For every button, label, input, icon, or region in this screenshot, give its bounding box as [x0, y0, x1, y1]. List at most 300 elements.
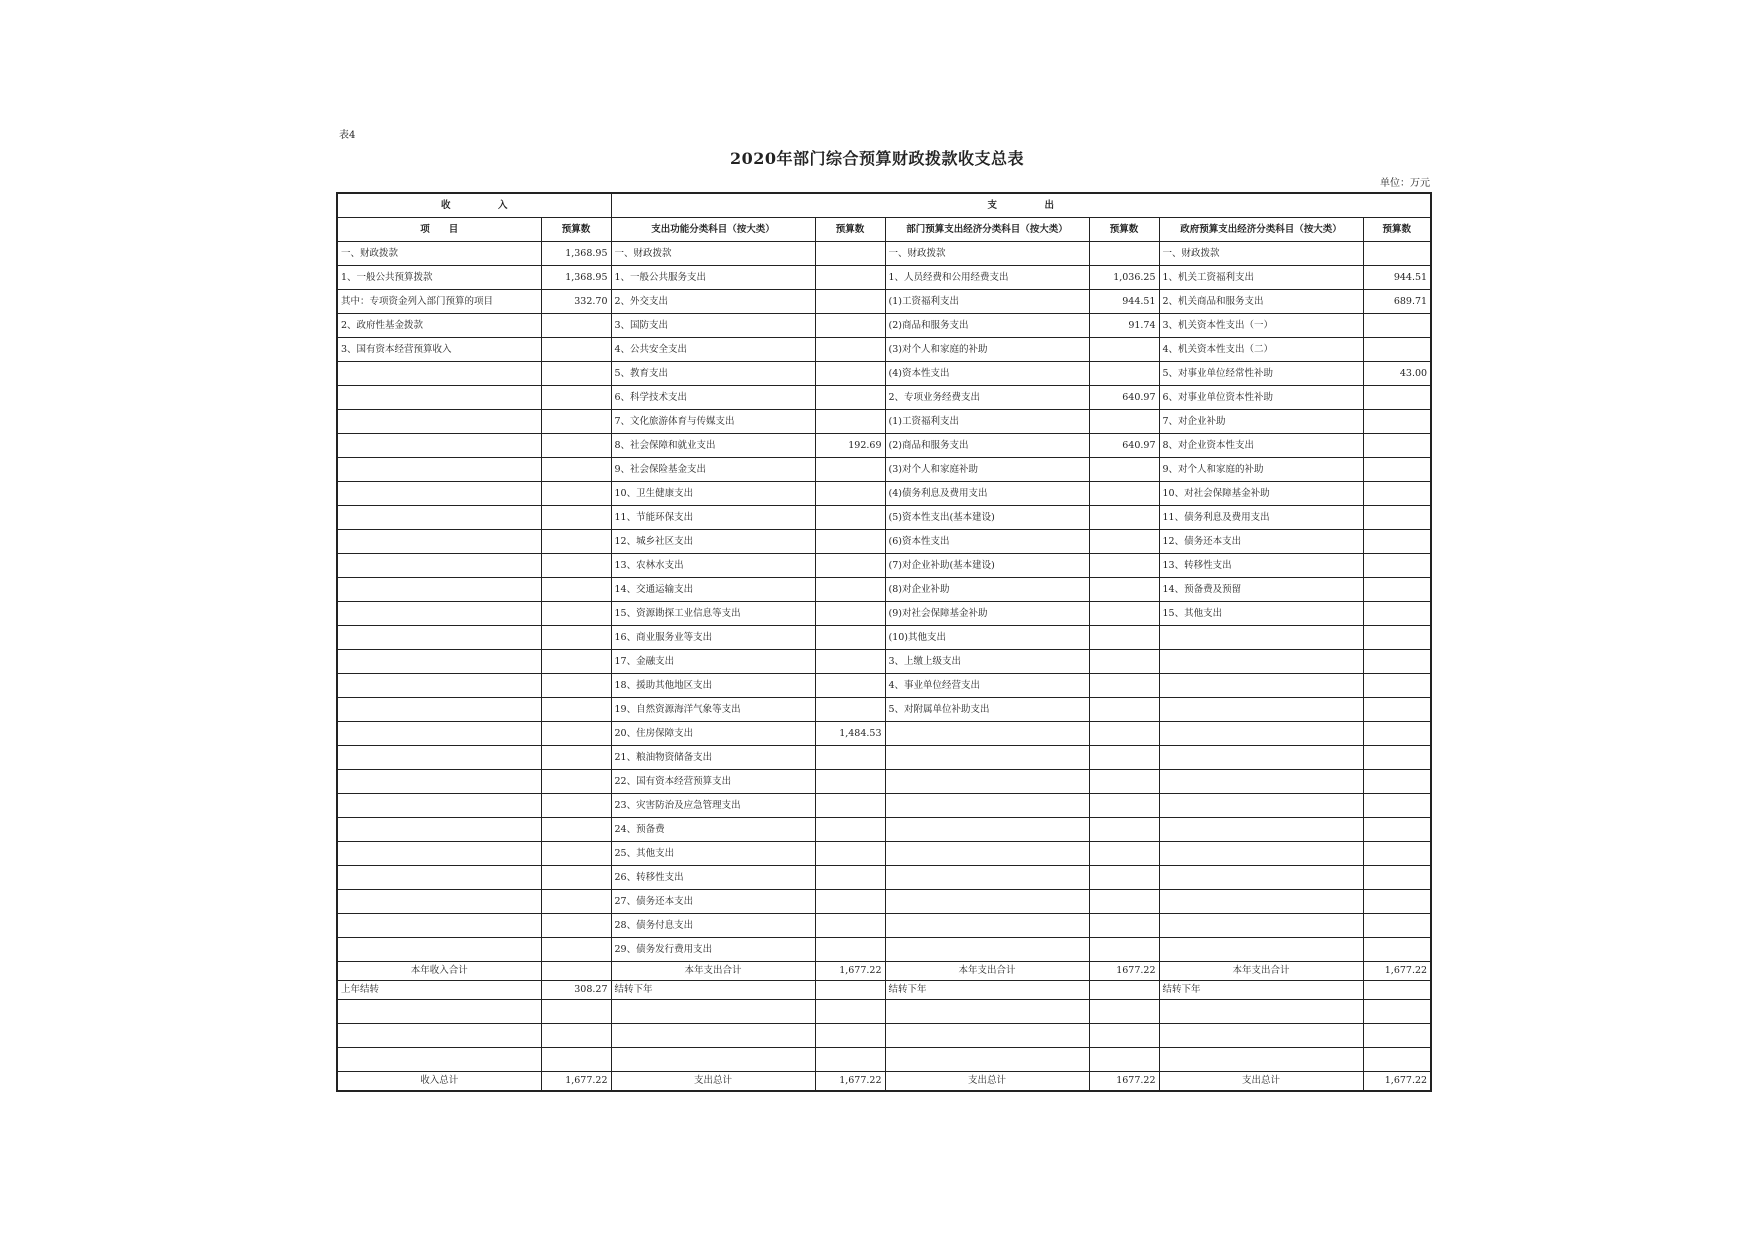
income-budget-cell: 1,368.95 [541, 266, 611, 290]
func-budget-cell [815, 242, 885, 266]
year-total-row [337, 962, 1431, 981]
dept-budget-cell [1089, 674, 1159, 698]
gov-budget-cell [1363, 650, 1431, 674]
func-item-cell: 27、债务还本支出 [611, 890, 815, 914]
table-row [337, 554, 1431, 578]
dept-budget-cell [1089, 746, 1159, 770]
gov-item-cell: 3、机关资本性支出（一） [1159, 314, 1363, 338]
year-total-func-label: 本年支出合计 [611, 962, 815, 981]
dept-budget-cell: 1,036.25 [1089, 266, 1159, 290]
col-budget-header: 预算数 [1363, 218, 1431, 242]
dept-budget-cell [1089, 482, 1159, 506]
table-row [337, 506, 1431, 530]
dept-budget-cell [1089, 602, 1159, 626]
unit-label: 单位：万元 [1380, 178, 1430, 189]
dept-item-cell [885, 722, 1089, 746]
table-row [337, 626, 1431, 650]
carry-income-value: 308.27 [541, 981, 611, 1000]
dept-budget-cell [1089, 362, 1159, 386]
dept-budget-cell [1089, 338, 1159, 362]
table-row [337, 770, 1431, 794]
income-budget-cell [541, 770, 611, 794]
dept-item-cell [885, 938, 1089, 962]
dept-item-cell: (4)债务利息及费用支出 [885, 482, 1089, 506]
table-row [337, 458, 1431, 482]
dept-item-cell: (3)对个人和家庭的补助 [885, 338, 1089, 362]
func-budget-cell [815, 482, 885, 506]
func-budget-cell [815, 410, 885, 434]
blank-row [337, 1048, 1431, 1072]
dept-item-cell: (2)商品和服务支出 [885, 314, 1089, 338]
col-item-header: 项 目 [337, 218, 541, 242]
income-budget-cell [541, 314, 611, 338]
dept-budget-cell [1089, 698, 1159, 722]
table-row [337, 938, 1431, 962]
gov-budget-cell [1363, 242, 1431, 266]
func-budget-cell [815, 554, 885, 578]
gov-item-cell: 14、预备费及预留 [1159, 578, 1363, 602]
header-row-1 [337, 193, 1431, 218]
dept-budget-cell [1089, 530, 1159, 554]
year-total-income-value [541, 962, 611, 981]
carry-dept-value [1089, 981, 1159, 1000]
table-row [337, 722, 1431, 746]
gov-budget-cell [1363, 554, 1431, 578]
income-item-cell [337, 362, 541, 386]
func-budget-cell [815, 842, 885, 866]
income-item-cell [337, 794, 541, 818]
dept-budget-cell [1089, 506, 1159, 530]
table-row [337, 866, 1431, 890]
income-item-cell [337, 722, 541, 746]
gov-item-cell [1159, 770, 1363, 794]
gov-budget-cell [1363, 698, 1431, 722]
func-item-cell: 20、住房保障支出 [611, 722, 815, 746]
dept-item-cell: (2)商品和服务支出 [885, 434, 1089, 458]
func-item-cell: 6、科学技术支出 [611, 386, 815, 410]
dept-item-cell: (10)其他支出 [885, 626, 1089, 650]
dept-item-cell [885, 866, 1089, 890]
table-row [337, 818, 1431, 842]
income-budget-cell [541, 410, 611, 434]
table-row [337, 914, 1431, 938]
income-item-cell [337, 554, 541, 578]
gov-budget-cell [1363, 578, 1431, 602]
income-budget-cell: 1,368.95 [541, 242, 611, 266]
income-item-cell [337, 674, 541, 698]
carry-func-value [815, 981, 885, 1000]
dept-item-cell: 1、人员经费和公用经费支出 [885, 266, 1089, 290]
func-budget-cell [815, 506, 885, 530]
func-item-cell: 14、交通运输支出 [611, 578, 815, 602]
dept-budget-cell: 944.51 [1089, 290, 1159, 314]
income-budget-cell [541, 482, 611, 506]
func-budget-cell: 192.69 [815, 434, 885, 458]
gov-budget-cell [1363, 746, 1431, 770]
func-item-cell: 10、卫生健康支出 [611, 482, 815, 506]
func-budget-cell [815, 818, 885, 842]
income-budget-cell [541, 866, 611, 890]
gov-budget-cell [1363, 338, 1431, 362]
income-item-cell [337, 578, 541, 602]
func-budget-cell [815, 674, 885, 698]
dept-budget-cell: 640.97 [1089, 386, 1159, 410]
income-budget-cell [541, 722, 611, 746]
table-row [337, 698, 1431, 722]
func-budget-cell [815, 338, 885, 362]
income-item-cell [337, 842, 541, 866]
income-item-cell [337, 914, 541, 938]
income-item-cell: 一、财政拨款 [337, 242, 541, 266]
func-budget-cell [815, 938, 885, 962]
table-row [337, 674, 1431, 698]
gov-budget-cell [1363, 482, 1431, 506]
func-item-cell: 2、外交支出 [611, 290, 815, 314]
dept-item-cell: (1)工资福利支出 [885, 410, 1089, 434]
gov-budget-cell: 689.71 [1363, 290, 1431, 314]
func-budget-cell [815, 362, 885, 386]
func-item-cell: 5、教育支出 [611, 362, 815, 386]
dept-item-cell: (6)资本性支出 [885, 530, 1089, 554]
gov-budget-cell: 944.51 [1363, 266, 1431, 290]
grand-total-gov-value: 1,677.22 [1363, 1072, 1431, 1092]
grand-total-income-value: 1,677.22 [541, 1072, 611, 1092]
dept-budget-cell [1089, 554, 1159, 578]
income-budget-cell [541, 554, 611, 578]
gov-item-cell: 7、对企业补助 [1159, 410, 1363, 434]
dept-budget-cell [1089, 410, 1159, 434]
table-row [337, 746, 1431, 770]
year-total-func-value: 1,677.22 [815, 962, 885, 981]
page-title: 2020年部门综合预算财政拨款收支总表 [729, 149, 1025, 168]
gov-item-cell: 12、债务还本支出 [1159, 530, 1363, 554]
func-item-cell: 25、其他支出 [611, 842, 815, 866]
year-total-income-label: 本年收入合计 [337, 962, 541, 981]
func-budget-cell [815, 890, 885, 914]
income-item-cell [337, 506, 541, 530]
gov-item-cell: 1、机关工资福利支出 [1159, 266, 1363, 290]
func-item-cell: 1、一般公共服务支出 [611, 266, 815, 290]
gov-budget-cell [1363, 674, 1431, 698]
gov-budget-cell [1363, 314, 1431, 338]
grand-total-dept-value: 1677.22 [1089, 1072, 1159, 1092]
gov-item-cell [1159, 914, 1363, 938]
income-item-cell [337, 698, 541, 722]
gov-item-cell [1159, 866, 1363, 890]
gov-item-cell [1159, 674, 1363, 698]
gov-budget-cell [1363, 794, 1431, 818]
budget-table [336, 192, 1432, 1092]
income-item-cell: 3、国有资本经营预算收入 [337, 338, 541, 362]
income-item-cell [337, 530, 541, 554]
dept-item-cell: (3)对个人和家庭补助 [885, 458, 1089, 482]
func-item-cell: 16、商业服务业等支出 [611, 626, 815, 650]
func-item-cell: 23、灾害防治及应急管理支出 [611, 794, 815, 818]
func-budget-cell [815, 794, 885, 818]
blank-row [337, 1024, 1431, 1048]
gov-item-cell: 11、债务利息及费用支出 [1159, 506, 1363, 530]
grand-total-func-value: 1,677.22 [815, 1072, 885, 1092]
dept-item-cell [885, 794, 1089, 818]
income-item-cell [337, 650, 541, 674]
gov-budget-cell [1363, 458, 1431, 482]
func-item-cell: 8、社会保障和就业支出 [611, 434, 815, 458]
dept-budget-cell [1089, 722, 1159, 746]
income-budget-cell [541, 434, 611, 458]
func-item-cell: 3、国防支出 [611, 314, 815, 338]
income-item-cell [337, 890, 541, 914]
gov-budget-cell [1363, 506, 1431, 530]
func-budget-cell [815, 746, 885, 770]
dept-budget-cell [1089, 938, 1159, 962]
table-row [337, 386, 1431, 410]
dept-item-cell [885, 818, 1089, 842]
gov-budget-cell [1363, 914, 1431, 938]
gov-item-cell: 一、财政拨款 [1159, 242, 1363, 266]
col-gov-econ-header: 政府预算支出经济分类科目（按大类） [1159, 218, 1363, 242]
col-budget-header: 预算数 [1089, 218, 1159, 242]
gov-budget-cell [1363, 602, 1431, 626]
func-budget-cell [815, 266, 885, 290]
func-budget-cell [815, 314, 885, 338]
dept-item-cell [885, 770, 1089, 794]
dept-budget-cell [1089, 794, 1159, 818]
gov-item-cell: 10、对社会保障基金补助 [1159, 482, 1363, 506]
table-row [337, 794, 1431, 818]
gov-item-cell: 15、其他支出 [1159, 602, 1363, 626]
dept-item-cell [885, 890, 1089, 914]
func-item-cell: 9、社会保险基金支出 [611, 458, 815, 482]
income-budget-cell [541, 386, 611, 410]
dept-item-cell: (9)对社会保障基金补助 [885, 602, 1089, 626]
table-row [337, 434, 1431, 458]
income-budget-cell [541, 338, 611, 362]
dept-budget-cell [1089, 818, 1159, 842]
table-row [337, 602, 1431, 626]
income-budget-cell: 332.70 [541, 290, 611, 314]
income-item-cell [337, 434, 541, 458]
carry-dept-label: 结转下年 [885, 981, 1089, 1000]
table-row [337, 530, 1431, 554]
dept-item-cell [885, 842, 1089, 866]
income-budget-cell [541, 746, 611, 770]
gov-item-cell: 6、对事业单位资本性补助 [1159, 386, 1363, 410]
table-row [337, 338, 1431, 362]
dept-budget-cell: 91.74 [1089, 314, 1159, 338]
func-item-cell: 28、债务付息支出 [611, 914, 815, 938]
func-item-cell: 21、粮油物资储备支出 [611, 746, 815, 770]
year-total-gov-value: 1,677.22 [1363, 962, 1431, 981]
income-item-cell [337, 386, 541, 410]
income-budget-cell [541, 794, 611, 818]
dept-item-cell [885, 914, 1089, 938]
carry-gov-label: 结转下年 [1159, 981, 1363, 1000]
table-row [337, 362, 1431, 386]
func-budget-cell [815, 386, 885, 410]
dept-budget-cell [1089, 890, 1159, 914]
income-item-cell [337, 482, 541, 506]
func-item-cell: 17、金融支出 [611, 650, 815, 674]
year-total-dept-label: 本年支出合计 [885, 962, 1089, 981]
expense-header: 支 出 [611, 193, 1431, 218]
func-item-cell: 19、自然资源海洋气象等支出 [611, 698, 815, 722]
gov-item-cell [1159, 746, 1363, 770]
dept-budget-cell [1089, 914, 1159, 938]
income-item-cell [337, 626, 541, 650]
income-budget-cell [541, 674, 611, 698]
func-item-cell: 18、援助其他地区支出 [611, 674, 815, 698]
dept-item-cell: 4、事业单位经营支出 [885, 674, 1089, 698]
func-budget-cell [815, 914, 885, 938]
gov-budget-cell [1363, 434, 1431, 458]
func-budget-cell: 1,484.53 [815, 722, 885, 746]
gov-item-cell [1159, 794, 1363, 818]
dept-item-cell: 5、对附属单位补助支出 [885, 698, 1089, 722]
gov-budget-cell [1363, 410, 1431, 434]
gov-item-cell: 8、对企业资本性支出 [1159, 434, 1363, 458]
dept-budget-cell [1089, 770, 1159, 794]
func-budget-cell [815, 602, 885, 626]
income-budget-cell [541, 938, 611, 962]
gov-item-cell: 4、机关资本性支出（二） [1159, 338, 1363, 362]
income-item-cell [337, 770, 541, 794]
table-row [337, 650, 1431, 674]
dept-budget-cell [1089, 842, 1159, 866]
income-budget-cell [541, 530, 611, 554]
income-budget-cell [541, 578, 611, 602]
func-item-cell: 一、财政拨款 [611, 242, 815, 266]
income-item-cell [337, 746, 541, 770]
gov-budget-cell [1363, 386, 1431, 410]
gov-budget-cell [1363, 770, 1431, 794]
col-dept-econ-header: 部门预算支出经济分类科目（按大类） [885, 218, 1089, 242]
income-budget-cell [541, 458, 611, 482]
func-budget-cell [815, 866, 885, 890]
income-budget-cell [541, 890, 611, 914]
table-row [337, 314, 1431, 338]
carry-row [337, 981, 1431, 1000]
gov-item-cell [1159, 698, 1363, 722]
grand-total-func-label: 支出总计 [611, 1072, 815, 1092]
dept-budget-cell [1089, 866, 1159, 890]
col-budget-header: 预算数 [541, 218, 611, 242]
gov-budget-cell [1363, 866, 1431, 890]
table-row [337, 266, 1431, 290]
carry-gov-value [1363, 981, 1431, 1000]
func-item-cell: 7、文化旅游体育与传媒支出 [611, 410, 815, 434]
income-item-cell [337, 818, 541, 842]
header-row-2 [337, 218, 1431, 242]
income-item-cell: 其中：专项资金列入部门预算的项目 [337, 290, 541, 314]
grand-total-dept-label: 支出总计 [885, 1072, 1089, 1092]
income-budget-cell [541, 650, 611, 674]
income-item-cell: 2、政府性基金拨款 [337, 314, 541, 338]
income-budget-cell [541, 602, 611, 626]
gov-item-cell [1159, 818, 1363, 842]
income-item-cell: 1、一般公共预算拨款 [337, 266, 541, 290]
income-budget-cell [541, 362, 611, 386]
year-total-dept-value: 1677.22 [1089, 962, 1159, 981]
func-item-cell: 15、资源勘探工业信息等支出 [611, 602, 815, 626]
gov-budget-cell [1363, 722, 1431, 746]
func-budget-cell [815, 626, 885, 650]
income-budget-cell [541, 626, 611, 650]
func-budget-cell [815, 770, 885, 794]
func-item-cell: 29、债务发行费用支出 [611, 938, 815, 962]
func-budget-cell [815, 290, 885, 314]
func-item-cell: 26、转移性支出 [611, 866, 815, 890]
gov-budget-cell [1363, 530, 1431, 554]
func-budget-cell [815, 578, 885, 602]
gov-budget-cell [1363, 818, 1431, 842]
grand-total-gov-label: 支出总计 [1159, 1072, 1363, 1092]
grand-total-row [337, 1072, 1431, 1092]
dept-budget-cell [1089, 458, 1159, 482]
gov-budget-cell [1363, 890, 1431, 914]
table-row [337, 410, 1431, 434]
dept-budget-cell [1089, 626, 1159, 650]
dept-item-cell: 3、上缴上级支出 [885, 650, 1089, 674]
dept-budget-cell [1089, 578, 1159, 602]
func-item-cell: 4、公共安全支出 [611, 338, 815, 362]
table-row [337, 578, 1431, 602]
col-func-header: 支出功能分类科目（按大类） [611, 218, 815, 242]
gov-item-cell: 9、对个人和家庭的补助 [1159, 458, 1363, 482]
table-body [337, 193, 1431, 1091]
func-budget-cell [815, 650, 885, 674]
func-budget-cell [815, 530, 885, 554]
income-item-cell [337, 458, 541, 482]
gov-item-cell [1159, 842, 1363, 866]
dept-item-cell: (1)工资福利支出 [885, 290, 1089, 314]
dept-item-cell: 一、财政拨款 [885, 242, 1089, 266]
func-item-cell: 22、国有资本经营预算支出 [611, 770, 815, 794]
col-budget-header: 预算数 [815, 218, 885, 242]
income-header: 收 入 [337, 193, 611, 218]
gov-item-cell [1159, 890, 1363, 914]
dept-item-cell: (8)对企业补助 [885, 578, 1089, 602]
table-row [337, 842, 1431, 866]
carry-func-label: 结转下年 [611, 981, 815, 1000]
dept-item-cell: (5)资本性支出(基本建设) [885, 506, 1089, 530]
income-item-cell [337, 866, 541, 890]
table-label: 表4 [339, 130, 356, 141]
dept-item-cell: (7)对企业补助(基本建设) [885, 554, 1089, 578]
gov-item-cell [1159, 626, 1363, 650]
income-budget-cell [541, 842, 611, 866]
func-item-cell: 13、农林水支出 [611, 554, 815, 578]
income-budget-cell [541, 818, 611, 842]
table-row [337, 482, 1431, 506]
gov-item-cell: 5、对事业单位经常性补助 [1159, 362, 1363, 386]
income-budget-cell [541, 914, 611, 938]
gov-item-cell [1159, 938, 1363, 962]
grand-total-income-label: 收入总计 [337, 1072, 541, 1092]
table-row [337, 242, 1431, 266]
gov-item-cell: 2、机关商品和服务支出 [1159, 290, 1363, 314]
func-item-cell: 24、预备费 [611, 818, 815, 842]
year-total-gov-label: 本年支出合计 [1159, 962, 1363, 981]
table-row [337, 290, 1431, 314]
income-budget-cell [541, 506, 611, 530]
income-item-cell [337, 938, 541, 962]
dept-item-cell: 2、专项业务经费支出 [885, 386, 1089, 410]
table-row [337, 890, 1431, 914]
carry-income-label: 上年结转 [337, 981, 541, 1000]
func-budget-cell [815, 458, 885, 482]
dept-item-cell: (4)资本性支出 [885, 362, 1089, 386]
blank-row [337, 1000, 1431, 1024]
